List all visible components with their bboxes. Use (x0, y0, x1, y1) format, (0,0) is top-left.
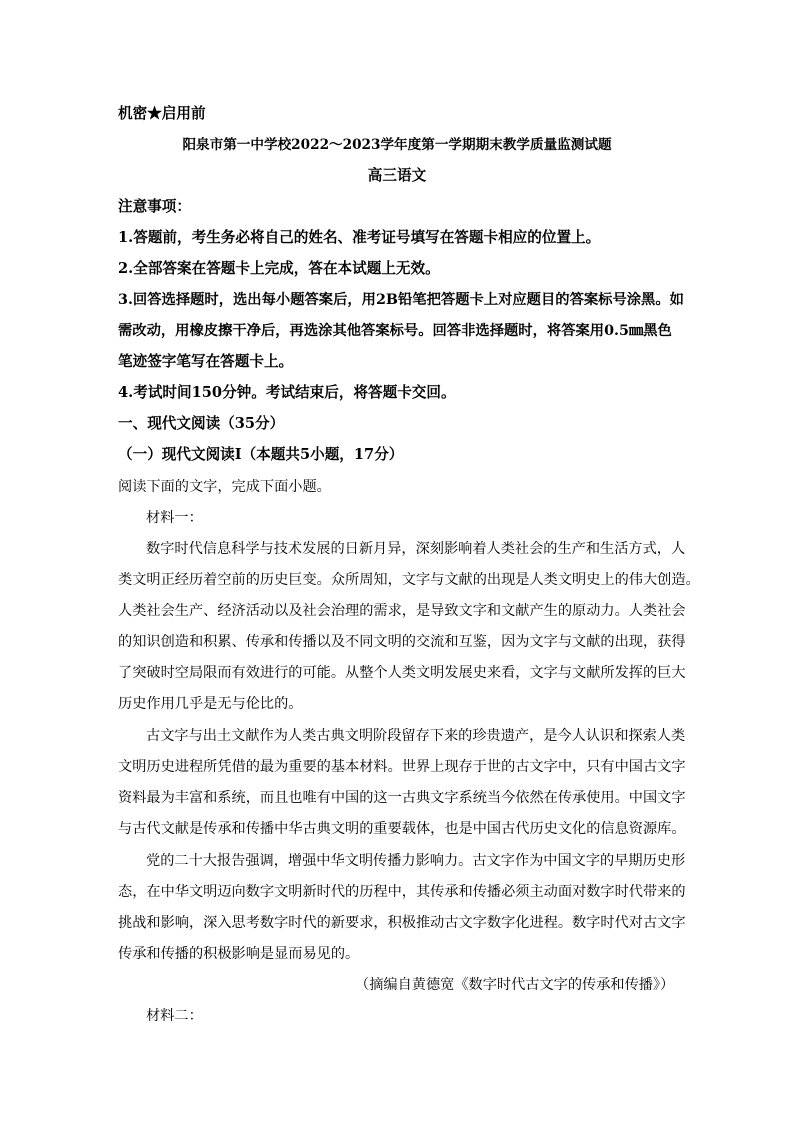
material-1-p3-line: 态，在中华文明迈向数字文明新时代的历程中，其传承和传播必须主动面对数字时代带来的 (118, 884, 686, 900)
notes-item-3: 3.回答选择题时，选出每小题答案后，用2B铅笔把答题卡上对应题目的答案标号涂黑。如 (118, 292, 684, 308)
section-title: 一、现代文阅读（35分） (118, 415, 285, 432)
notes-item-3-cont-1: 需改动，用橡皮擦干净后，再选涂其他答案标号。回答非选择题时，将答案用0.5㎜黑色 (118, 323, 672, 339)
exam-title: 阳泉市第一中学校2022～2023学年度第一学期期末教学质量监测试题 (182, 137, 612, 153)
material-2-label: 材料二： (146, 1008, 203, 1024)
material-1-p3-line: 挑战和影响，深入思考数字时代的新要求，积极推动古文字数字化进程。数字时代对古文字 (118, 915, 686, 931)
material-1-label: 材料一： (146, 510, 203, 526)
material-1-p2-line: 资料最为丰富和系统，而且也唯有中国的这一古典文字系统当今依然在传承使用。中国文字 (118, 790, 686, 806)
material-1-p1-line: 类文明正经历着空前的历史巨变。众所周知，文字与文献的出现是人类文明史上的伟大创造。 (118, 572, 700, 588)
material-1-p2-line: 与古代文献是传承和传播中华古典文明的重要载体，也是中国古代历史文化的信息资源库。 (118, 821, 686, 837)
material-1-p3-line: 党的二十大报告强调，增强中华文明传播力影响力。古文字作为中国文字的早期历史形 (146, 853, 686, 869)
notes-item-3-cont-2: 笔迹签字笔写在答题卡上。 (118, 353, 294, 370)
material-1-p1-line: 数字时代信息科学与技术发展的日新月异，深刻影响着人类社会的生产和生活方式，人 (146, 541, 686, 557)
section-sub-title: （一）现代文阅读Ⅰ（本题共5小题，17分） (118, 446, 404, 463)
material-1-p2-line: 古文字与出土文献作为人类古典文明阶段留存下来的珍贵遗产，是今人认识和探索人类 (146, 728, 686, 744)
material-1-p2-line: 文明历史进程所凭借的最为重要的基本材料。世界上现存于世的古文字中，只有中国古文字 (118, 759, 686, 775)
material-1-source: （摘编自黄德宽《数字时代古文字的传承和传播》） (355, 977, 675, 993)
material-1-p1-line: 了突破时空局限而有效进行的可能。从整个人类文明发展史来看，文字与文献所发挥的巨大 (118, 665, 686, 681)
notes-item-1: 1.答题前，考生务必将自己的姓名、准考证号填写在答题卡相应的位置上。 (118, 229, 601, 246)
material-1-p3-line: 传承和传播的积极影响是显而易见的。 (118, 946, 360, 962)
section-instruction: 阅读下面的文字，完成下面小题。 (118, 479, 331, 495)
notes-item-4: 4.考试时间150分钟。考试结束后，将答题卡交回。 (118, 384, 456, 401)
material-1-p1-line: 历史作用几乎是无与伦比的。 (118, 696, 303, 712)
material-1-p1-line: 人类社会生产、经济活动以及社会治理的需求，是导致文字和文献产生的原动力。人类社会 (118, 603, 686, 619)
notes-item-2: 2.全部答案在答题卡上完成，答在本试题上无效。 (118, 260, 440, 277)
notes-heading: 注意事项： (118, 198, 191, 215)
confidential-label: 机密★启用前 (118, 105, 206, 122)
material-1-p1-line: 的知识创造和积累、传承和传播以及不同文明的交流和互鉴，因为文字与文献的出现，获得 (118, 634, 686, 650)
subject-title: 高三语文 (367, 167, 427, 184)
